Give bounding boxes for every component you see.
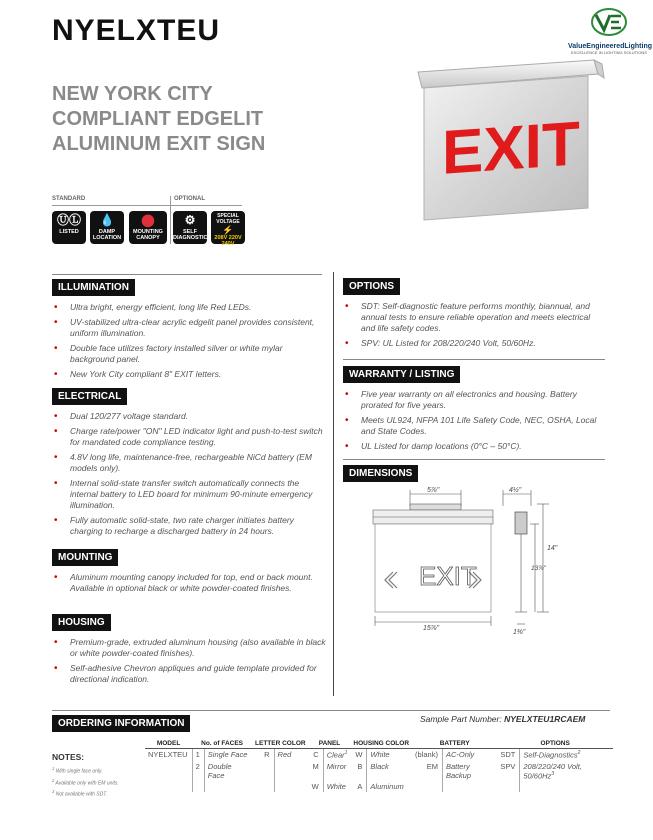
label-cell: Aluminum — [370, 782, 404, 791]
section-rule — [52, 274, 322, 275]
logo-name: ValueEngineeredLighting — [568, 43, 653, 50]
list-item: • Self-adhesive Chevron appliques and guide template provided for directional indication. — [52, 663, 327, 685]
table-header-row — [145, 739, 613, 749]
list-item: • Aluminum mounting canopy included for top, end or back mount. Available in optional black or white powder-coated finishes. — [52, 572, 327, 594]
note-item — [52, 766, 152, 775]
ordering-heading-wrap — [52, 713, 190, 732]
dim-depth-bottom: 1⅜" — [513, 629, 526, 636]
dimensions-drawing — [365, 484, 565, 640]
empty-cell — [497, 781, 520, 792]
notes-list — [52, 766, 152, 798]
code-cell: SDT — [497, 749, 520, 761]
dim-depth-top: 4½" — [509, 487, 522, 494]
mounting-heading: MOUNTING — [52, 549, 118, 566]
dimensions-heading: DIMENSIONS — [343, 465, 418, 482]
list-item: • SPV: UL Listed for 208/220/240 Volt, 50/60Hz. — [343, 338, 605, 349]
column-header: PANEL — [309, 739, 351, 749]
notes-heading: NOTES: — [52, 752, 85, 762]
code-cell: M — [309, 761, 324, 782]
column-divider — [333, 272, 334, 696]
code-cell: SPV — [497, 761, 520, 782]
badge-text: DAMP LOCATION — [92, 229, 122, 241]
empty-cell — [252, 781, 274, 792]
label-text: Self-Diagnostics — [523, 750, 578, 760]
illumination-heading: ILLUMINATION — [52, 279, 135, 296]
code-cell: 1 — [192, 749, 204, 761]
label-cell: Black — [370, 761, 389, 771]
code-cell: R — [252, 749, 274, 761]
code-cell: (blank) — [412, 749, 442, 761]
note-item — [52, 789, 152, 798]
label-cell — [520, 749, 613, 761]
list-item: • Premium-grade, extruded aluminum housing (also available in black or white powder-coated finishes). — [52, 637, 327, 659]
sample-part-number — [420, 714, 585, 724]
code-cell: EM — [412, 761, 442, 782]
label-cell: Red — [277, 750, 292, 759]
illumination-list — [52, 302, 327, 380]
warranty-heading: WARRANTY / LISTING — [343, 366, 460, 383]
badge-damp-location — [90, 211, 124, 244]
label-cell: Mirror — [326, 761, 347, 771]
empty-cell — [412, 781, 442, 792]
list-item: • 4.8V long life, maintenance-free, rechargeable NiCd battery (EM models only). — [52, 452, 327, 474]
list-item: • UV-stabilized ultra-clear acrylic edgelit panel provides consistent, uniform illumination. — [52, 317, 327, 339]
empty-cell — [252, 761, 274, 782]
list-item: • UL Listed for damp locations (0°C – 50°C). — [343, 441, 605, 452]
special-voltage-icon: ⚡ — [222, 225, 234, 235]
warranty-list — [343, 389, 605, 452]
column-header: MODEL — [145, 739, 192, 749]
dim-height-panel: 13⅞" — [531, 565, 546, 572]
electrical-section — [52, 386, 327, 541]
badge-text: MOUNTING CANOPY — [133, 229, 163, 241]
section-rule — [343, 459, 605, 460]
label-text: Clear — [326, 750, 345, 760]
ul-listed-icon: ⓊⓁ — [56, 213, 81, 227]
footnote-mark: 2 — [577, 750, 581, 756]
empty-cell — [442, 781, 497, 792]
column-header: BATTERY — [412, 739, 497, 749]
subtitle-line: NEW YORK CITY — [52, 83, 213, 105]
optional-label: OPTIONAL — [174, 196, 205, 202]
housing-heading: HOUSING — [52, 614, 111, 631]
warranty-section — [343, 364, 605, 456]
label-cell: Double Face — [207, 761, 232, 780]
list-item: • Meets UL924, NFPA 101 Life Safety Code, NEC, OSHA, Local and State Codes. — [343, 415, 605, 437]
column-header: LETTER COLOR — [252, 739, 309, 749]
cert-labels — [52, 196, 242, 206]
exit-letters: EXIT — [442, 109, 580, 188]
note-text: Not available with SDT. — [55, 791, 108, 798]
list-item: • SDT: Self-diagnostic feature performs monthly, biannual, and annual tests to ensure reliable operation and meets electrical and life safety codes. — [343, 301, 605, 334]
sample-label: Sample Part Number: — [420, 714, 502, 724]
list-item: • Internal solid-state transfer switch automatically connects the internal battery to LED board for minimum 90-minute emergency illumination. — [52, 478, 327, 511]
badge-mounting-canopy — [129, 211, 167, 244]
electrical-heading: ELECTRICAL — [52, 388, 127, 405]
note-number: 3 — [52, 789, 55, 795]
illumination-section — [52, 277, 327, 384]
note-number: 1 — [52, 766, 55, 771]
list-item: • Five year warranty on all electronics and housing. Battery prorated for five years. — [343, 389, 605, 411]
code-cell: C — [309, 749, 324, 761]
column-header: HOUSING COLOR — [350, 739, 412, 749]
exit-outline-text: EXIT — [419, 561, 477, 591]
section-rule — [343, 359, 605, 360]
empty-cell — [145, 781, 192, 792]
logo-tagline: EXCELLENCE IN LIGHTING SOLUTIONS — [571, 50, 647, 55]
empty-cell — [274, 761, 309, 782]
standard-label: STANDARD — [52, 196, 86, 202]
column-header: No. of FACES — [192, 739, 252, 749]
mounting-list — [52, 572, 327, 594]
table-row — [145, 761, 613, 782]
cert-divider — [170, 196, 171, 244]
brand-logo — [568, 6, 653, 55]
note-number: 2 — [52, 777, 55, 783]
footnote-mark: 3 — [551, 770, 555, 777]
list-item: • Dual 120/277 voltage standard. — [52, 411, 327, 422]
table-row — [145, 781, 613, 792]
ordering-heading: ORDERING INFORMATION — [52, 715, 190, 732]
note-text: With single face only. — [55, 768, 103, 775]
badge-self-diagnostic — [173, 211, 207, 244]
special-voltage-title: SPECIAL VOLTAGE — [216, 213, 240, 225]
label-cell: Battery Backup — [445, 761, 471, 780]
housing-list — [52, 637, 327, 685]
model-cell: NYELXTEU — [145, 749, 192, 761]
page-title: NYELXTEU — [52, 14, 221, 47]
options-heading: OPTIONS — [343, 278, 400, 295]
subtitle-line: ALUMINUM EXIT SIGN — [52, 133, 266, 155]
code-cell: 2 — [192, 761, 204, 782]
product-image — [412, 58, 608, 226]
badge-ul-listed — [52, 211, 86, 244]
options-section — [343, 276, 605, 353]
list-item: • Charge rate/power "ON" LED indicator light and push-to-test switch for mandated code compliance testing. — [52, 426, 327, 448]
label-cell — [323, 749, 350, 761]
code-cell: W — [309, 781, 324, 792]
badge-special-voltage — [211, 211, 245, 247]
code-cell: W — [350, 749, 367, 761]
column-header: OPTIONS — [497, 739, 613, 749]
label-cell: AC-Only — [445, 750, 475, 759]
code-cell: A — [350, 781, 367, 792]
dim-height-total: 14" — [547, 545, 558, 552]
empty-cell — [274, 781, 309, 792]
dim-width-top: 5⅞" — [427, 487, 440, 494]
ordering-table — [145, 739, 613, 792]
subtitle-line: COMPLIANT EDGELIT — [52, 108, 264, 130]
label-cell: White — [370, 750, 390, 759]
list-item: • Ultra bright, energy efficient, long life Red LEDs. — [52, 302, 327, 313]
note-text: Available only with EM units. — [55, 780, 119, 787]
code-cell: B — [350, 761, 367, 782]
electrical-list — [52, 411, 327, 537]
empty-cell — [145, 761, 192, 782]
empty-cell — [192, 781, 204, 792]
sample-value: NYELXTEU1RCAEM — [504, 714, 586, 724]
badge-text: LISTED — [59, 229, 79, 235]
self-diagnostic-icon: ⚙ — [184, 213, 196, 227]
badge-text: SELF DIAGNOSTIC — [173, 229, 208, 241]
note-item — [52, 778, 152, 787]
empty-cell — [204, 781, 252, 792]
table-row — [145, 749, 613, 761]
label-cell: Single Face — [207, 750, 248, 759]
footnote-mark: 1 — [344, 750, 348, 756]
label-cell — [520, 761, 613, 782]
section-rule — [52, 710, 610, 711]
subtitle — [52, 82, 322, 157]
list-item: • New York City compliant 8" EXIT letters. — [52, 369, 327, 380]
label-cell: White — [326, 782, 346, 791]
list-item: • Fully automatic solid-state, two rate charger initiates battery charging to recharge a discharged battery in 24 hours. — [52, 515, 327, 537]
dimensions-section — [343, 463, 418, 482]
housing-section — [52, 612, 327, 689]
badge-text: 208V 220V 240V — [214, 235, 242, 247]
mounting-canopy-icon: ⬤ — [141, 213, 155, 227]
vel-logo-icon — [589, 6, 629, 38]
dim-width-panel: 15⅞" — [423, 625, 440, 632]
empty-cell — [520, 781, 613, 792]
mounting-section — [52, 547, 327, 598]
options-list — [343, 301, 605, 349]
label-text: 208/220/240 Volt, 50/60Hz — [523, 761, 582, 780]
list-item: • Double face utilizes factory installed silver or white mylar background panel. — [52, 343, 327, 365]
damp-location-icon: 💧 — [99, 213, 115, 227]
